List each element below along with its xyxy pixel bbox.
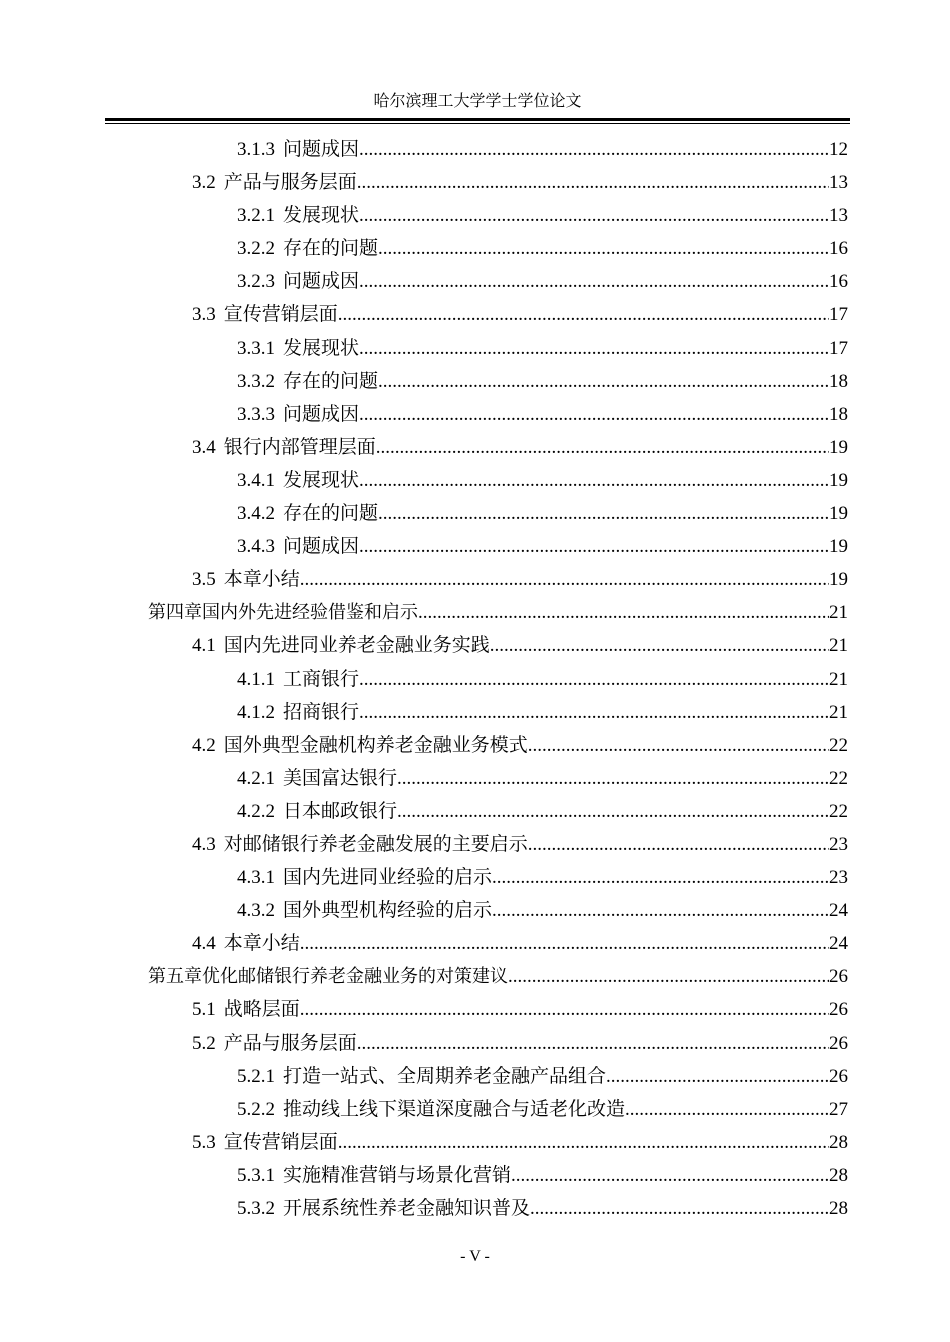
- toc-entry-number: 5.3.2: [237, 1198, 275, 1219]
- toc-dot-leader: [490, 629, 829, 662]
- toc-entry-number: 4.2: [192, 734, 216, 756]
- table-of-contents: [148, 133, 848, 1225]
- toc-entry[interactable]: [148, 365, 848, 398]
- toc-dot-leader: [511, 1159, 829, 1192]
- toc-entry-number: 4.1: [192, 635, 216, 657]
- toc-entry[interactable]: [148, 663, 848, 696]
- toc-entry-title: 国内先进同业经验的启示: [283, 867, 493, 889]
- toc-entry-title: 国内先进同业养老金融业务实践: [223, 635, 490, 657]
- toc-dot-leader: [530, 1192, 829, 1225]
- toc-entry-title: 开展系统性养老金融知识普及: [283, 1198, 531, 1219]
- toc-entry[interactable]: [148, 332, 848, 365]
- toc-entry[interactable]: [148, 265, 848, 298]
- toc-entry-title: 存在的问题: [283, 370, 379, 392]
- toc-entry-title: 国外典型机构经验的启示: [283, 900, 493, 922]
- toc-dot-leader: [359, 265, 829, 298]
- toc-entry-title: 日本邮政银行: [283, 800, 398, 822]
- toc-entry-page: 19: [829, 536, 848, 558]
- toc-entry-number: 3.3: [192, 304, 216, 326]
- toc-entry-title: 推动线上线下渠道深度融合与适老化改造: [283, 1098, 626, 1120]
- toc-entry-number: 3.4: [192, 436, 216, 458]
- toc-entry[interactable]: [148, 596, 848, 629]
- toc-entry-page: 23: [829, 833, 848, 855]
- toc-entry-page: 24: [829, 900, 848, 922]
- toc-entry-number: 3.4.1: [237, 469, 275, 491]
- toc-entry-title: 本章小结: [223, 569, 300, 591]
- toc-entry-number: 4.2.1: [237, 767, 275, 789]
- toc-entry-page: 17: [829, 304, 848, 326]
- toc-entry-page: 26: [829, 1065, 848, 1087]
- toc-dot-leader: [338, 1126, 829, 1159]
- toc-entry[interactable]: [148, 1192, 848, 1225]
- toc-entry-title: 对邮储银行养老金融发展的主要启示: [223, 833, 528, 855]
- toc-dot-leader: [359, 199, 829, 232]
- toc-entry[interactable]: [148, 927, 848, 960]
- toc-entry-title: 发展现状: [283, 337, 360, 359]
- toc-entry-number: 5.2.2: [237, 1098, 275, 1120]
- toc-entry-page: 19: [829, 503, 848, 525]
- toc-dot-leader: [359, 464, 829, 497]
- toc-entry-page: 28: [829, 1198, 848, 1219]
- toc-dot-leader: [357, 166, 829, 199]
- toc-entry-page: 26: [829, 966, 848, 988]
- toc-dot-leader: [378, 365, 829, 398]
- toc-entry[interactable]: [148, 828, 848, 861]
- toc-dot-leader: [359, 398, 829, 431]
- toc-entry[interactable]: [148, 1126, 848, 1159]
- toc-entry-page: 22: [829, 734, 848, 756]
- toc-entry-title: 问题成因: [283, 271, 360, 293]
- toc-entry-number: 5.2.1: [237, 1065, 275, 1087]
- toc-entry[interactable]: [148, 894, 848, 927]
- toc-entry-title: 发展现状: [283, 469, 360, 491]
- toc-dot-leader: [528, 828, 829, 861]
- toc-entry-title: 产品与服务层面: [223, 1032, 357, 1054]
- toc-entry-page: 13: [829, 172, 848, 194]
- toc-entry-number: 4.3.2: [237, 900, 275, 922]
- toc-entry-page: 22: [829, 800, 848, 822]
- toc-entry[interactable]: [148, 530, 848, 563]
- toc-entry-title: 战略层面: [223, 999, 300, 1021]
- toc-entry-page: 21: [829, 602, 848, 624]
- toc-entry-page: 16: [829, 238, 848, 260]
- toc-dot-leader: [625, 1093, 829, 1126]
- toc-entry-title: 招商银行: [283, 701, 360, 723]
- toc-entry[interactable]: [148, 1027, 848, 1060]
- toc-entry-title: 打造一站式、全周期养老金融产品组合: [283, 1065, 607, 1087]
- toc-dot-leader: [606, 1060, 829, 1093]
- toc-entry-title: 银行内部管理层面: [223, 436, 376, 458]
- toc-entry-title: 本章小结: [223, 933, 300, 955]
- toc-dot-leader: [492, 894, 829, 927]
- toc-entry[interactable]: [148, 464, 848, 497]
- toc-entry[interactable]: [148, 1159, 848, 1192]
- toc-entry-title: 问题成因: [283, 536, 360, 558]
- toc-entry-page: 24: [829, 933, 848, 955]
- toc-entry-number: 3.2: [192, 172, 216, 194]
- toc-dot-leader: [359, 332, 829, 365]
- toc-entry-page: 28: [829, 1164, 848, 1186]
- toc-entry-page: 28: [829, 1131, 848, 1153]
- toc-entry-title: 存在的问题: [283, 238, 379, 260]
- toc-dot-leader: [376, 431, 829, 464]
- toc-entry[interactable]: [148, 133, 848, 166]
- toc-entry-title: 宣传营销层面: [223, 304, 338, 326]
- toc-entry-title: 国外典型金融机构养老金融业务模式: [223, 734, 528, 756]
- toc-dot-leader: [528, 729, 829, 762]
- toc-entry[interactable]: [148, 1093, 848, 1126]
- toc-entry-page: 26: [829, 999, 848, 1021]
- toc-entry[interactable]: [148, 199, 848, 232]
- toc-entry[interactable]: [148, 298, 848, 331]
- toc-entry-page: 19: [829, 569, 848, 591]
- toc-entry[interactable]: [148, 861, 848, 894]
- toc-dot-leader: [492, 861, 829, 894]
- toc-dot-leader: [300, 563, 829, 596]
- toc-entry[interactable]: [148, 960, 848, 993]
- toc-entry-page: 17: [829, 337, 848, 359]
- toc-entry[interactable]: [148, 729, 848, 762]
- toc-entry-page: 21: [829, 668, 848, 690]
- toc-entry-number: 3.4.2: [237, 503, 275, 525]
- toc-entry-title: 美国富达银行: [283, 767, 398, 789]
- toc-entry-page: 22: [829, 767, 848, 789]
- toc-entry-number: 5.3.1: [237, 1164, 275, 1186]
- toc-entry-page: 21: [829, 701, 848, 723]
- toc-entry-page: 23: [829, 867, 848, 889]
- toc-dot-leader: [508, 960, 829, 993]
- toc-entry-number: 3.3.3: [237, 403, 275, 425]
- page-header: 哈尔滨理工大学学士学位论文: [373, 93, 582, 110]
- header-rule-thin: [105, 123, 850, 124]
- toc-entry-page: 21: [829, 635, 848, 657]
- toc-entry-number: 3.3.2: [237, 370, 275, 392]
- toc-entry-page: 19: [829, 436, 848, 458]
- toc-dot-leader: [338, 298, 829, 331]
- toc-entry[interactable]: [148, 696, 848, 729]
- toc-entry-title: 发展现状: [283, 205, 360, 227]
- toc-entry-title: 第四章国内外先进经验借鉴和启示: [148, 602, 418, 624]
- toc-entry[interactable]: [148, 563, 848, 596]
- toc-entry-number: 5.3: [192, 1131, 216, 1153]
- toc-entry-number: 3.5: [192, 569, 216, 591]
- toc-entry-title: 问题成因: [283, 403, 360, 425]
- toc-entry[interactable]: [148, 795, 848, 828]
- toc-entry-number: 3.2.1: [237, 205, 275, 227]
- toc-dot-leader: [397, 762, 829, 795]
- toc-entry[interactable]: [148, 398, 848, 431]
- toc-entry-page: 26: [829, 1032, 848, 1054]
- toc-entry-page: 16: [829, 271, 848, 293]
- toc-dot-leader: [397, 795, 829, 828]
- toc-entry-number: 3.1.3: [237, 139, 275, 160]
- toc-entry-number: 4.1.2: [237, 701, 275, 723]
- toc-entry-title: 工商银行: [283, 668, 360, 690]
- toc-entry[interactable]: [148, 166, 848, 199]
- header-rule-thick: [105, 118, 850, 121]
- toc-dot-leader: [357, 1027, 829, 1060]
- toc-entry-number: 3.3.1: [237, 337, 275, 359]
- page-number: - V -: [460, 1248, 490, 1265]
- toc-entry-page: 27: [829, 1098, 848, 1120]
- toc-dot-leader: [300, 993, 829, 1026]
- toc-entry-number: 4.4: [192, 933, 216, 955]
- toc-entry-number: 3.2.3: [237, 271, 275, 293]
- toc-entry-title: 存在的问题: [283, 503, 379, 525]
- toc-entry[interactable]: [148, 497, 848, 530]
- toc-entry[interactable]: [148, 993, 848, 1026]
- toc-entry-number: 4.2.2: [237, 800, 275, 822]
- toc-entry-number: 3.4.3: [237, 536, 275, 558]
- toc-dot-leader: [359, 133, 829, 166]
- toc-entry-number: 5.1: [192, 999, 216, 1021]
- toc-entry-title: 实施精准营销与场景化营销: [283, 1164, 512, 1186]
- toc-entry-number: 3.2.2: [237, 238, 275, 260]
- toc-entry-number: 4.3.1: [237, 867, 275, 889]
- toc-dot-leader: [359, 663, 829, 696]
- toc-entry-page: 18: [829, 403, 848, 425]
- toc-dot-leader: [418, 596, 829, 629]
- toc-entry-title: 问题成因: [283, 139, 360, 160]
- toc-entry[interactable]: [148, 629, 848, 662]
- toc-entry[interactable]: [148, 431, 848, 464]
- toc-entry-number: 4.1.1: [237, 668, 275, 690]
- toc-entry[interactable]: [148, 762, 848, 795]
- toc-entry-title: 第五章优化邮储银行养老金融业务的对策建议: [148, 966, 508, 988]
- toc-entry-page: 12: [829, 139, 848, 160]
- toc-entry-page: 13: [829, 205, 848, 227]
- toc-entry-number: 5.2: [192, 1032, 216, 1054]
- toc-entry-title: 宣传营销层面: [223, 1131, 338, 1153]
- toc-entry[interactable]: [148, 1060, 848, 1093]
- toc-entry-page: 18: [829, 370, 848, 392]
- toc-entry-title: 产品与服务层面: [223, 172, 357, 194]
- toc-entry-number: 4.3: [192, 833, 216, 855]
- toc-dot-leader: [378, 497, 829, 530]
- toc-dot-leader: [359, 530, 829, 563]
- toc-entry-page: 19: [829, 469, 848, 491]
- toc-entry[interactable]: [148, 232, 848, 265]
- toc-dot-leader: [300, 927, 829, 960]
- toc-dot-leader: [378, 232, 829, 265]
- toc-dot-leader: [359, 696, 829, 729]
